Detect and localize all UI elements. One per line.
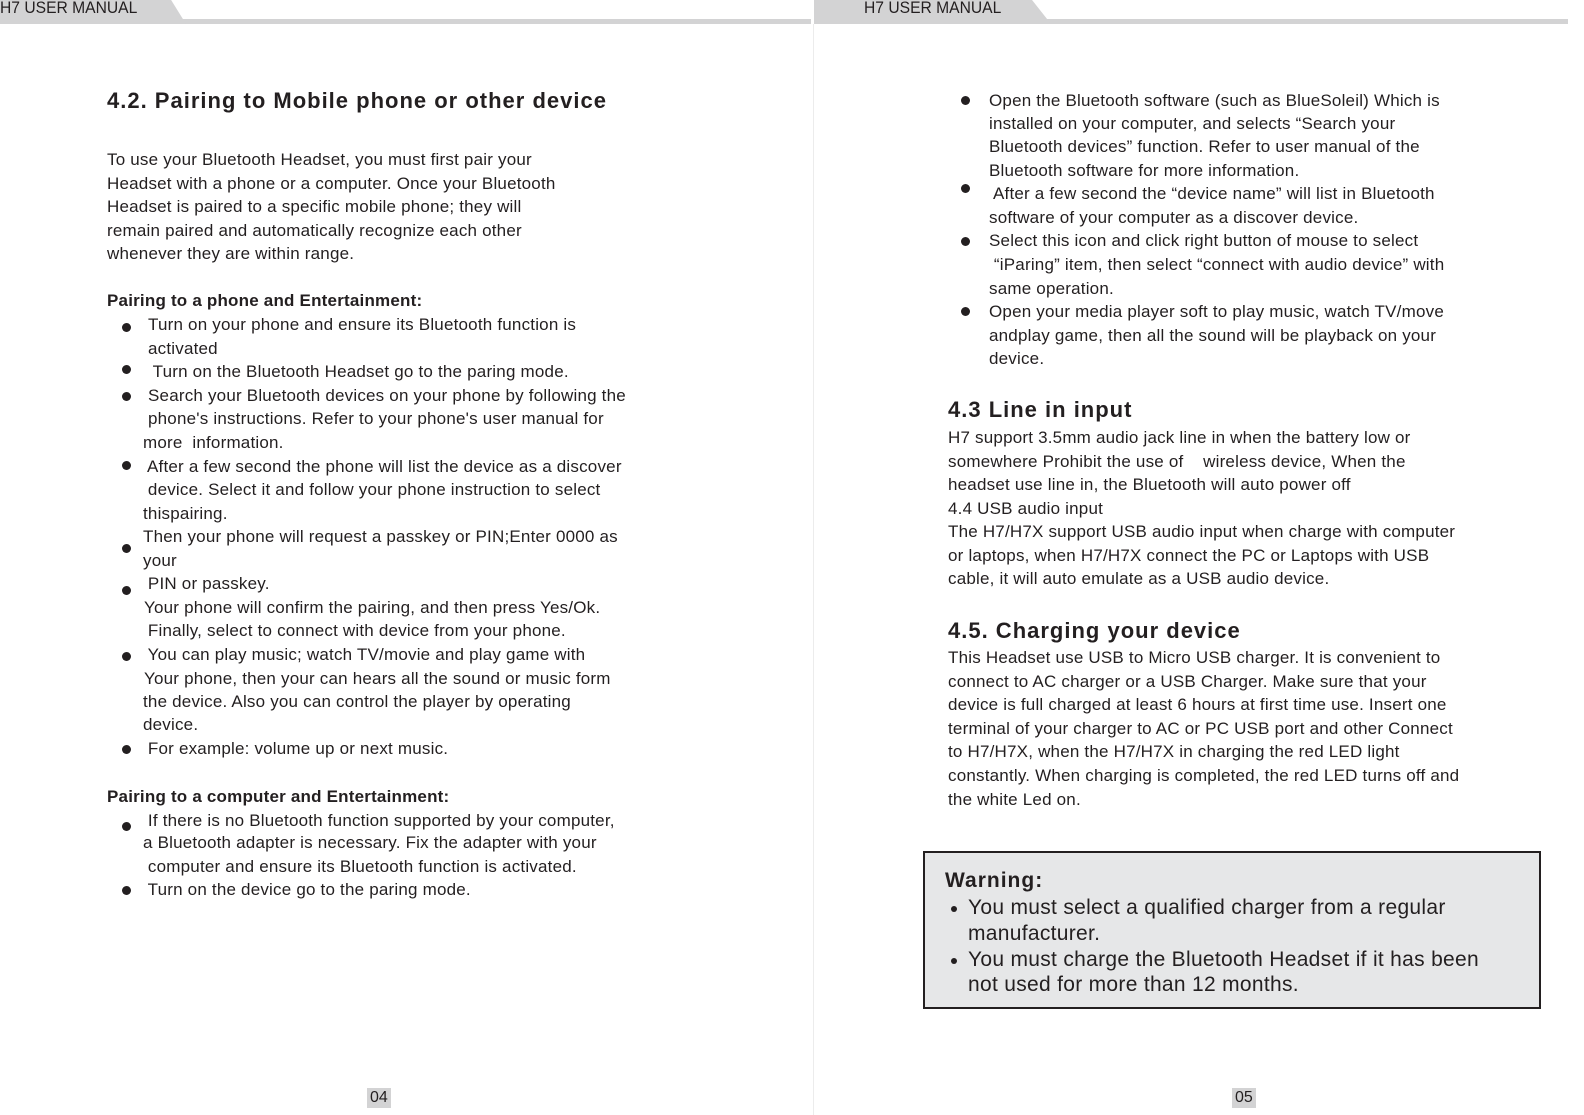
list-line: For example: volume up or next music. [143,739,449,758]
body-line: headset use line in, the Bluetooth will auto power off [948,475,1351,494]
list-line: computer and ensure its Bluetooth function is activated. [143,857,577,876]
bullet-icon [122,461,131,470]
warning-line: You must charge the Bluetooth Headset if it has been [968,948,1479,971]
warning-line: not used for more than 12 months. [968,973,1299,996]
list-line: Turn on the device go to the paring mode. [143,880,471,899]
bullet-icon [122,544,131,553]
subheading: Pairing to a computer and Entertainment: [107,787,450,806]
list-line: Bluetooth software for more information. [989,161,1300,180]
header-title: H7 USER MANUAL [0,0,138,17]
section-title: 4.3 Line in input [948,397,1133,422]
bullet-icon [961,96,970,105]
body-line: whenever they are within range. [107,244,355,263]
list-line: a Bluetooth adapter is necessary. Fix the adapter with your [143,833,597,852]
body-line: To use your Bluetooth Headset, you must first pair your [107,150,532,169]
bullet-icon [951,906,957,912]
list-line: You can play music; watch TV/movie and play game with [143,645,586,664]
list-line: Finally, select to connect with device from your phone. [143,621,566,640]
list-line: installed on your computer, and selects “Search your [989,114,1396,133]
list-line: software of your computer as a discover device. [989,208,1359,227]
list-line: device. Select it and follow your phone instruction to select [143,480,601,499]
bullet-icon [122,586,131,595]
page-divider [813,24,814,1115]
page-number: 04 [367,1088,391,1108]
list-line: phone's instructions. Refer to your phone's user manual for [148,409,604,428]
bullet-icon [122,323,131,332]
list-line: Open the Bluetooth software (such as BlueSoleil) Which is [989,91,1440,110]
list-line: Search your Bluetooth devices on your phone by following the [148,386,626,405]
list-line: Bluetooth devices” function. Refer to user manual of the [989,137,1420,156]
list-line: your [143,551,177,570]
subheading: Pairing to a phone and Entertainment: [107,291,423,310]
warning-box [923,851,1541,1009]
body-line: Headset with a phone or a computer. Once your Bluetooth [107,174,556,193]
body-line: cable, it will auto emulate as a USB audio device. [948,569,1330,588]
section-title: 4.5. Charging your device [948,618,1241,643]
body-line: constantly. When charging is completed, the red LED turns off and [948,766,1460,785]
bullet-icon [961,307,970,316]
body-line: the white Led on. [948,790,1081,809]
list-line: more information. [143,433,284,452]
bullet-icon [122,365,131,374]
list-line: device. [143,715,199,734]
bullet-icon [961,237,970,246]
bullet-icon [961,184,970,193]
list-line: thispairing. [143,504,228,523]
header-title: H7 USER MANUAL [864,0,1002,17]
bullet-icon [122,652,131,661]
list-line: After a few second the phone will list the device as a discover [147,457,622,476]
body-line: This Headset use USB to Micro USB charger. It is convenient to [948,648,1441,667]
list-line: After a few second the “device name” will list in Bluetooth [989,184,1435,203]
left-header [0,0,811,24]
section-title: 4.2. Pairing to Mobile phone or other device [107,88,607,113]
bullet-icon [951,958,957,964]
body-line: H7 support 3.5mm audio jack line in when the battery low or [948,428,1411,447]
list-line: “iParing” item, then select “connect with audio device” with [989,255,1445,274]
body-line: to H7/H7X, when the H7/H7X in charging the red LED light [948,742,1400,761]
list-line: Your phone, then your can hears all the sound or music form [144,669,611,688]
warning-line: manufacturer. [968,922,1101,945]
list-line: Select this icon and click right button of mouse to select [989,231,1419,250]
list-line: Then your phone will request a passkey or PIN;Enter 0000 as [143,527,618,546]
list-line: Open your media player soft to play music, watch TV/move [989,302,1444,321]
list-line: the device. Also you can control the player by operating [143,692,571,711]
list-line: Turn on your phone and ensure its Bluetooth function is [148,315,577,334]
warning-title: Warning: [945,869,1044,892]
body-line: The H7/H7X support USB audio input when charge with computer [948,522,1456,541]
body-line: device is full charged at least 6 hours at first time use. Insert one [948,695,1447,714]
warning-line: You must select a qualified charger from a regular [968,896,1446,919]
body-line: 4.4 USB audio input [948,499,1104,518]
body-line: remain paired and automatically recognize each other [107,221,522,240]
body-line: Headset is paired to a specific mobile phone; they will [107,197,522,216]
body-line: somewhere Prohibit the use of wireless device, When the [948,452,1406,471]
list-line: Your phone will confirm the pairing, and then press Yes/Ok. [144,598,601,617]
right-header [814,0,1568,24]
list-line: activated [148,339,218,358]
list-line: Turn on the Bluetooth Headset go to the paring mode. [148,362,569,381]
bullet-icon [122,822,131,831]
body-line: connect to AC charger or a USB Charger. Make sure that your [948,672,1427,691]
bullet-icon [122,392,131,401]
body-line: or laptops, when H7/H7X connect the PC or Laptops with USB [948,546,1430,565]
list-line: andplay game, then all the sound will be playback on your [989,326,1437,345]
bullet-icon [122,745,131,754]
page-number: 05 [1232,1088,1256,1108]
body-line: terminal of your charger to AC or PC USB port and other Connect [948,719,1453,738]
list-line: PIN or passkey. [143,574,270,593]
list-line: device. [989,349,1045,368]
bullet-icon [122,886,131,895]
list-line: If there is no Bluetooth function supported by your computer, [143,811,615,830]
list-line: same operation. [989,279,1114,298]
